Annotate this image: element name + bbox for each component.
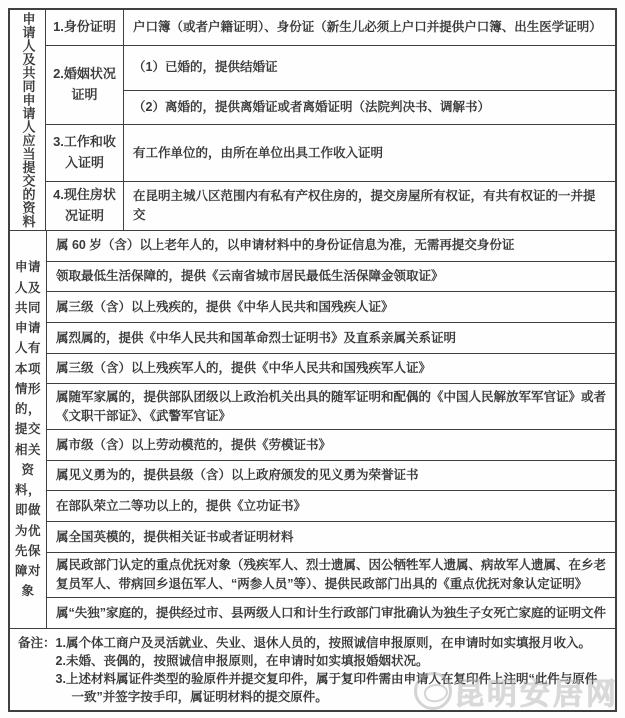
row-label-identity: 1.身份证明 bbox=[46, 10, 124, 45]
table-row: 属见义勇为的，提供县级（含）以上政府颁发的见义勇为荣誉证书 bbox=[47, 461, 615, 492]
table-row bbox=[46, 182, 615, 230]
row-content-married: （1）已婚的，提供结婚证 bbox=[124, 46, 615, 91]
table-row: 属全国英模的，提供相关证书或者证明材料 bbox=[47, 522, 615, 553]
notes-prefix: 备注： bbox=[18, 636, 56, 650]
note-item: 3.上述材料属证件类型的验原件并提交复印件，属于复印件需由申请人在复印件上注明“此件与原件一致”并签字按手印，属证明材料的提交原件。 bbox=[55, 672, 598, 704]
row-content-identity: 户口簿（或者户籍证明）、身份证（新生儿必须上户口并提供户口簿、出生医学证明） bbox=[133, 19, 602, 34]
table-row: 属随军家属的，提供部队团级以上政治机关出具的随军证明和配偶的《中国人民解放军军官证》或者《文职干部证》、《武警军官证》 bbox=[47, 384, 615, 430]
table-row bbox=[46, 10, 615, 46]
section2-vertical-header: 申请人及共同申请人有本项情形的，提交相关资料，即做为优先保障对象 bbox=[10, 231, 47, 628]
table-row bbox=[46, 46, 615, 125]
row-content-income: 有工作单位的，由所在单位出具工作收入证明 bbox=[133, 145, 384, 160]
table-row: 属 60 岁（含）以上老年人的，以申请材料中的身份证信息为准，无需再提交身份证 bbox=[47, 231, 615, 262]
section1-vertical-header: 申请人及共同申请人应当提交的资料 bbox=[10, 10, 46, 230]
table-row: 属烈属的，提供《中华人民共和国革命烈士证明书》及直系亲属关系证明 bbox=[47, 323, 615, 354]
row-content-housing: 在昆明主城八区范围内有私有产权住房的，提交房屋所有权证，有共有权证的一并提交 bbox=[133, 188, 596, 223]
section-required-materials bbox=[10, 10, 615, 231]
notes-list bbox=[56, 634, 609, 706]
notes-section bbox=[10, 629, 615, 710]
table-row: 属三级（含）以上残疾军人的，提供《中华人民共和国残疾军人证》 bbox=[47, 354, 615, 385]
section1-rows bbox=[46, 10, 615, 230]
note-item: 1.属个体工商户及灵活就业、失业、退休人员的，按照诚信申报原则，在申请时如实填报月收入。 bbox=[55, 636, 591, 650]
note-item: 2.未婚、丧偶的，按照诚信申报原则，在申请时如实填报婚姻状况。 bbox=[55, 654, 429, 668]
table-row bbox=[46, 125, 615, 182]
table-row: 属三级（含）以上残疾的，提供《中华人民共和国残疾人证》 bbox=[47, 292, 615, 323]
row-label-income: 3.工作和收入证明 bbox=[46, 125, 124, 181]
table-row: 在部队荣立二等功以上的，提供《立功证书》 bbox=[47, 491, 615, 522]
table-row: 属“失独”家庭的，提供经过市、县两级人口和计生行政部门审批确认为独生子女死亡家庭的证明文件 bbox=[56, 605, 607, 620]
table-row: 属市级（含）以上劳动模范的，提供《劳模证书》 bbox=[47, 430, 615, 461]
table-row: 领取最低生活保障的，提供《云南省城市居民最低生活保障金领取证》 bbox=[47, 262, 615, 293]
section-priority-materials bbox=[10, 231, 615, 629]
row-label-housing: 4.现住房状况证明 bbox=[46, 182, 124, 230]
row-content-divorced: （2）离婚的，提供离婚证或者离婚证明（法院判决书、调解书） bbox=[133, 99, 490, 114]
table-row: 属民政部门认定的重点优抚对象（残疾军人、烈士遗属、因公牺牲军人遗属、病故军人遗属、在乡老复员军人、带病回乡退伍军人、“两参人员”等）、提供民政部门出具的《重点优抚对象认定证明》 bbox=[47, 553, 615, 599]
row-label-marital: 2.婚姻状况证明 bbox=[46, 46, 124, 124]
section2-rows bbox=[47, 231, 615, 628]
watermark-text: 昆明安居网 bbox=[454, 678, 619, 711]
marital-subrows bbox=[124, 46, 615, 124]
requirements-table bbox=[8, 8, 617, 712]
